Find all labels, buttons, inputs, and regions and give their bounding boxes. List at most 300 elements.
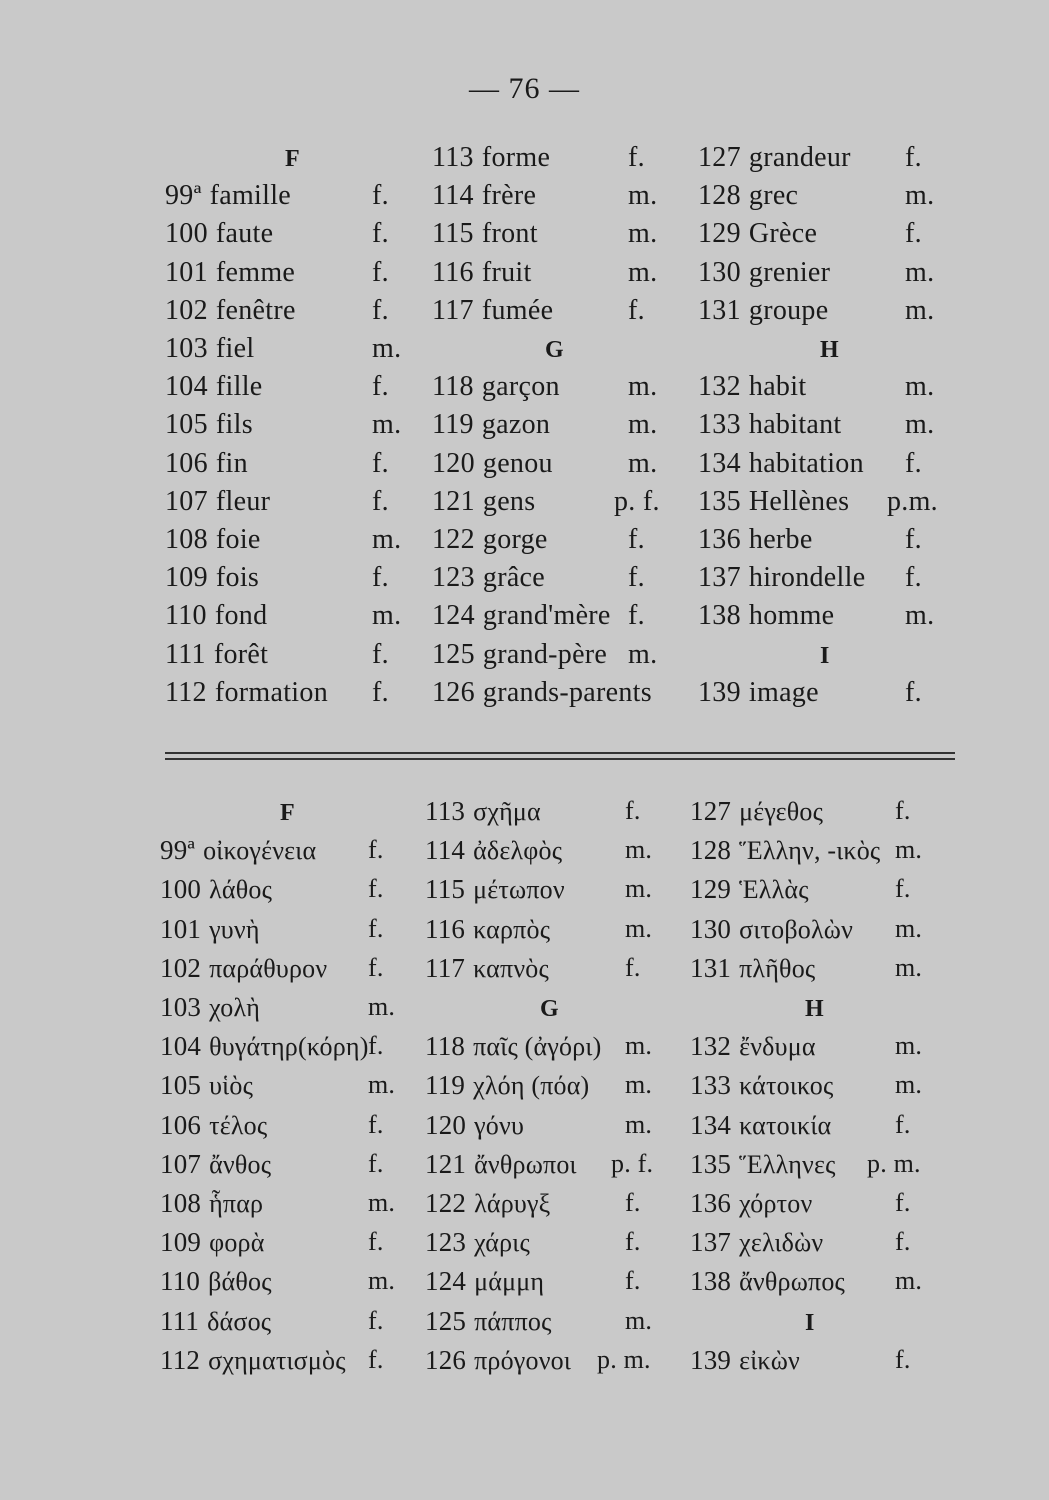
entry-gender: m. [895, 913, 923, 943]
entry-number: 116 [425, 913, 466, 944]
entry-number: 114 [425, 835, 466, 866]
entry-number: 119 [425, 1070, 466, 1101]
page-number: — 76 — [469, 72, 580, 105]
entry-gender: m. [625, 913, 653, 943]
entry-word: Ἕλληνες [739, 1149, 836, 1179]
entry-number: 105 [160, 1070, 202, 1101]
entry-gender: m. [625, 874, 653, 904]
entry-word: Ἑλλὰς [739, 875, 809, 905]
entry-word: πρόγονοι [474, 1345, 572, 1375]
entry [165, 600, 267, 632]
table-row [0, 835, 1049, 871]
entry-word: πλῆθος [739, 953, 816, 983]
entry [160, 1070, 253, 1101]
entry-word: fils [215, 409, 253, 441]
table-row [0, 914, 1049, 950]
entry-gender: p.m. [887, 485, 938, 517]
entry-gender: f. [372, 294, 389, 326]
entry-number: 99ª [165, 180, 202, 212]
entry-gender: f. [905, 524, 922, 555]
entry-word: Grèce [748, 218, 818, 250]
entry-word: μέτωπον [473, 875, 565, 905]
entry-word: fleur [215, 485, 271, 517]
entry [698, 677, 819, 709]
entry-number: 120 [425, 1109, 467, 1140]
entry-number: 109 [160, 1227, 202, 1258]
entry-gender: f. [372, 638, 389, 670]
entry-number: 112 [165, 676, 207, 708]
entry [425, 1188, 550, 1219]
entry [698, 371, 806, 403]
entry-number: 105 [165, 409, 208, 441]
entry-gender: f. [368, 1227, 384, 1257]
entry-gender: m. [625, 1305, 653, 1335]
entry-word: hirondelle [748, 562, 866, 594]
entry-gender: m. [905, 371, 935, 403]
entry-number: 126 [425, 1344, 467, 1375]
entry-number: 118 [432, 371, 474, 403]
entry-word: βάθος [208, 1267, 272, 1297]
entry-gender: f. [628, 562, 645, 594]
entry-number: 106 [160, 1109, 202, 1140]
entry-gender: p. f. [614, 485, 660, 517]
entry-word: λάρυγξ [474, 1189, 551, 1218]
table-row [0, 448, 1049, 484]
entry [165, 295, 296, 327]
entry-gender: m. [625, 1070, 653, 1100]
entry-gender: f. [895, 1188, 911, 1217]
entry [160, 1345, 346, 1376]
entry-gender: m. [895, 952, 923, 982]
entry-gender: f. [628, 294, 645, 326]
entry [165, 639, 268, 671]
table-row [0, 371, 1049, 407]
table-row [0, 1149, 1049, 1185]
entry [690, 1188, 812, 1219]
entry-number: 101 [160, 913, 202, 944]
entry-number: 136 [690, 1188, 732, 1218]
entry-number: 104 [160, 1031, 202, 1062]
entry [432, 142, 550, 174]
entry [432, 371, 560, 403]
entry-word: faute [215, 218, 274, 250]
entry [690, 1149, 836, 1180]
entry-word: οἰκογένεια [203, 836, 317, 866]
entry [425, 1227, 530, 1258]
entry [432, 295, 553, 327]
table-row [0, 1031, 1049, 1067]
entry-word: grands-parents [482, 676, 652, 708]
entry-word: image [748, 676, 819, 708]
table-row [0, 180, 1049, 216]
entry [698, 180, 798, 212]
entry-word: grâce [482, 562, 546, 594]
entry [160, 1110, 267, 1141]
entry [690, 1266, 845, 1297]
entry [432, 257, 532, 289]
entry-number: 130 [698, 256, 741, 288]
entry [425, 874, 565, 905]
entry-number: 117 [425, 952, 466, 983]
entry-gender: f. [372, 218, 389, 250]
entry-number: 138 [698, 600, 741, 632]
entry-gender: m. [895, 835, 923, 865]
section-letter: I [805, 1309, 815, 1336]
entry-gender: m. [372, 409, 402, 441]
table-row [0, 1070, 1049, 1106]
entry-word: δάσος [207, 1306, 272, 1336]
entry [160, 953, 327, 984]
entry-number: 121 [432, 485, 475, 517]
divider-line [165, 758, 955, 760]
section-letter: I [820, 642, 830, 669]
entry-gender: f. [625, 952, 641, 982]
entry-number: 133 [698, 409, 741, 441]
entry-gender: m. [628, 256, 658, 288]
entry-gender: f. [368, 1031, 384, 1061]
entry [425, 1266, 544, 1297]
entry [698, 486, 849, 518]
entry-word: καρπὸς [473, 914, 551, 944]
entry [165, 180, 291, 212]
entry-number: 108 [160, 1188, 202, 1218]
entry [165, 371, 263, 403]
table-row [0, 295, 1049, 331]
table-row [0, 796, 1049, 832]
divider-line [165, 752, 955, 754]
entry-number: 117 [432, 294, 474, 326]
entry [165, 257, 295, 289]
entry [160, 992, 260, 1023]
entry-gender: f. [372, 447, 389, 479]
entry-gender: f. [368, 1109, 384, 1139]
table-row [0, 218, 1049, 254]
entry-word: fin [215, 447, 248, 479]
entry-gender: f. [368, 835, 384, 865]
entry-gender: f. [895, 796, 911, 825]
entry-word: Hellènes [748, 485, 850, 517]
entry-number: 135 [690, 1148, 732, 1179]
entry [425, 1306, 552, 1337]
entry-word: gorge [482, 524, 548, 555]
entry-number: 127 [690, 796, 732, 826]
entry-gender: f. [372, 562, 389, 594]
entry-number: 130 [690, 913, 732, 944]
table-row [0, 992, 1049, 1028]
entry-gender: m. [895, 1031, 923, 1061]
entry [432, 677, 652, 709]
entry-number: 132 [698, 371, 741, 403]
entry-word: grand-père [482, 638, 608, 670]
entry-word: grenier [748, 256, 831, 288]
entry-gender: m. [368, 992, 396, 1021]
entry-gender: m. [372, 600, 402, 632]
entry [165, 486, 270, 518]
entry-number: 129 [690, 874, 732, 905]
entry-word: χολὴ [209, 993, 261, 1022]
entry [698, 600, 834, 632]
entry-word: grand'mère [482, 600, 611, 632]
entry-number: 131 [690, 952, 732, 983]
entry-number: 104 [165, 371, 208, 403]
entry-gender: f. [905, 447, 922, 479]
entry-word: habitation [748, 447, 864, 479]
entry [165, 218, 273, 250]
entry-gender: f. [372, 485, 389, 517]
entry-number: 137 [698, 562, 741, 594]
entry-gender: m. [628, 371, 658, 403]
entry-gender: p. f. [611, 1148, 654, 1178]
entry-number: 139 [690, 1344, 732, 1375]
section-letter: G [545, 337, 564, 363]
entry-word: femme [215, 256, 296, 288]
entry-word: χελιδὼν [739, 1228, 824, 1258]
entry [160, 914, 260, 945]
entry [165, 448, 248, 480]
entry-gender: f. [372, 676, 389, 708]
entry [698, 142, 851, 174]
entry-number: 114 [432, 180, 474, 212]
entry [690, 1345, 800, 1376]
entry-gender: f. [895, 1344, 911, 1374]
entry [698, 409, 842, 441]
entry-gender: f. [625, 1188, 641, 1217]
entry-word: ἄνθρωπος [739, 1267, 846, 1297]
entry-gender: m. [625, 1031, 653, 1061]
entry-number: 123 [425, 1227, 467, 1258]
entry-gender: f. [628, 600, 645, 632]
entry-word: χλόη (πόα) [473, 1071, 590, 1101]
entry-gender: f. [372, 371, 389, 403]
entry-word: foie [215, 524, 261, 555]
entry [160, 1227, 265, 1258]
entry-word: φορὰ [209, 1228, 265, 1258]
entry [690, 1227, 823, 1258]
entry [432, 562, 545, 594]
entry-gender: p. m. [597, 1344, 651, 1374]
table-row [0, 1306, 1049, 1342]
section-letter: H [805, 996, 824, 1022]
entry-word: herbe [748, 524, 813, 555]
entry-number: 102 [165, 294, 208, 326]
entry-gender: f. [368, 1148, 384, 1178]
entry [690, 874, 809, 905]
entry-number: 115 [432, 218, 474, 250]
entry [432, 524, 548, 556]
table-row [0, 409, 1049, 445]
entry-word: grandeur [748, 142, 851, 173]
section-letter: F [285, 146, 300, 172]
entry-word: famille [209, 180, 292, 212]
entry-number: 134 [698, 447, 741, 479]
entry-word: ἀδελφὸς [473, 836, 563, 866]
entry-number: 99ª [160, 835, 196, 866]
entry [160, 835, 316, 866]
entry-number: 131 [698, 294, 741, 326]
entry [425, 1149, 577, 1180]
entry-number: 118 [425, 1031, 466, 1062]
entry-number: 135 [698, 485, 741, 517]
entry-number: 113 [425, 796, 466, 826]
entry-word: garçon [481, 371, 560, 403]
entry-number: 124 [432, 600, 475, 632]
entry-number: 125 [432, 638, 475, 670]
entry-number: 126 [432, 676, 475, 708]
entry-word: fois [215, 562, 260, 594]
entry-word: μέγεθος [739, 797, 824, 826]
entry-word: χάρις [474, 1228, 530, 1258]
entry [698, 562, 865, 594]
entry [698, 257, 830, 289]
entry-gender: m. [368, 1266, 396, 1296]
entry [690, 1031, 816, 1062]
entry [690, 835, 880, 866]
entry [160, 1149, 271, 1180]
entry [425, 835, 562, 866]
entry-gender: f. [368, 952, 384, 982]
entry [425, 1110, 524, 1141]
table-row [0, 333, 1049, 369]
entry-number: 107 [165, 485, 208, 517]
entry-number: 123 [432, 562, 475, 594]
entry [432, 600, 611, 632]
entry-gender: m. [905, 294, 935, 326]
entry-gender: f. [895, 874, 911, 904]
entry-word: forêt [213, 638, 269, 670]
entry [690, 1110, 831, 1141]
entry-gender: m. [628, 218, 658, 250]
section-letter: F [280, 800, 295, 826]
entry-word: formation [214, 676, 328, 708]
entry-word: υἱὸς [209, 1071, 254, 1101]
entry-word: σχηματισμὸς [208, 1345, 346, 1375]
entry-gender: f. [372, 256, 389, 288]
entry-gender: f. [368, 1344, 384, 1374]
entry-word: καπνὸς [473, 953, 549, 983]
entry-number: 128 [698, 180, 741, 212]
entry-number: 127 [698, 142, 741, 173]
entry-word: πάππος [474, 1306, 552, 1336]
entry-gender: m. [368, 1070, 396, 1100]
entry-word: fenêtre [215, 294, 296, 326]
entry-gender: m. [372, 524, 402, 555]
entry-gender: m. [625, 835, 653, 865]
entry [165, 333, 254, 365]
table-row [0, 1188, 1049, 1224]
entry-word: θυγάτηρ(κόρη) [209, 1032, 369, 1062]
entry-gender: m. [905, 409, 935, 441]
entry-word: habit [748, 371, 807, 403]
entry [160, 1266, 272, 1297]
table-row [0, 1345, 1049, 1381]
table-row [0, 600, 1049, 636]
entry-word: εἰκὼν [739, 1345, 800, 1375]
entry [690, 796, 823, 827]
entry-gender: f. [625, 796, 641, 825]
entry-word: λάθος [209, 875, 273, 905]
entry-gender: f. [905, 562, 922, 594]
entry-number: 121 [425, 1148, 467, 1179]
table-row [0, 1110, 1049, 1146]
entry [432, 409, 550, 441]
entry-gender: f. [895, 1109, 911, 1139]
entry-number: 134 [690, 1109, 732, 1140]
entry [425, 953, 549, 984]
entry-number: 125 [425, 1305, 467, 1336]
entry [698, 524, 813, 556]
entry-gender: f. [368, 1305, 384, 1335]
entry [165, 524, 261, 556]
entry-word: genou [482, 447, 553, 479]
entry [432, 218, 538, 250]
entry [698, 448, 864, 480]
table-row [0, 486, 1049, 522]
entry-number: 100 [160, 874, 202, 905]
entry-number: 110 [160, 1266, 201, 1297]
entry-number: 112 [160, 1344, 201, 1375]
entry-number: 110 [165, 600, 207, 632]
entry-word: παράθυρον [209, 953, 328, 983]
entry-number: 137 [690, 1227, 732, 1258]
entry-gender: m. [628, 638, 658, 670]
entry-number: 107 [160, 1148, 202, 1179]
entry [432, 180, 536, 212]
entry-gender: f. [368, 913, 384, 943]
entry-gender: f. [628, 142, 645, 173]
table-row [0, 142, 1049, 178]
table-row [0, 953, 1049, 989]
entry-word: ἧπαρ [209, 1189, 264, 1218]
entry [165, 562, 259, 594]
entry-number: 119 [432, 409, 474, 441]
entry [165, 677, 328, 709]
entry [432, 486, 535, 518]
entry-word: frère [481, 180, 537, 212]
entry-word: Ἕλλην, -ικὸς [739, 836, 881, 866]
entry-number: 133 [690, 1070, 732, 1101]
entry-number: 138 [690, 1266, 732, 1297]
entry [690, 914, 853, 945]
entry-word: μάμμη [474, 1267, 545, 1297]
entry-gender: p. m. [867, 1148, 921, 1178]
table-row [0, 874, 1049, 910]
table-row [0, 257, 1049, 293]
entry [160, 874, 272, 905]
entry-word: κατοικία [739, 1110, 832, 1140]
entry [160, 1306, 271, 1337]
entry [425, 1345, 571, 1376]
entry-word: homme [748, 600, 835, 632]
entry-number: 124 [425, 1266, 467, 1297]
entry-number: 122 [432, 524, 475, 555]
entry-gender: f. [625, 1227, 641, 1257]
entry-gender: m. [372, 333, 402, 364]
entry-word: forme [481, 142, 551, 173]
entry-word: ἔνδυμα [739, 1032, 816, 1062]
entry-word: grec [748, 180, 799, 212]
table-row [0, 1266, 1049, 1302]
entry-word: fumée [481, 294, 554, 326]
entry-word: fiel [215, 333, 255, 364]
entry-number: 129 [698, 218, 741, 250]
entry-gender: m. [625, 1109, 653, 1139]
entry-number: 115 [425, 874, 466, 905]
table-row [0, 639, 1049, 675]
entry [690, 1070, 833, 1101]
entry-number: 103 [160, 992, 202, 1022]
entry-number: 103 [165, 333, 208, 364]
table-row [0, 524, 1049, 560]
